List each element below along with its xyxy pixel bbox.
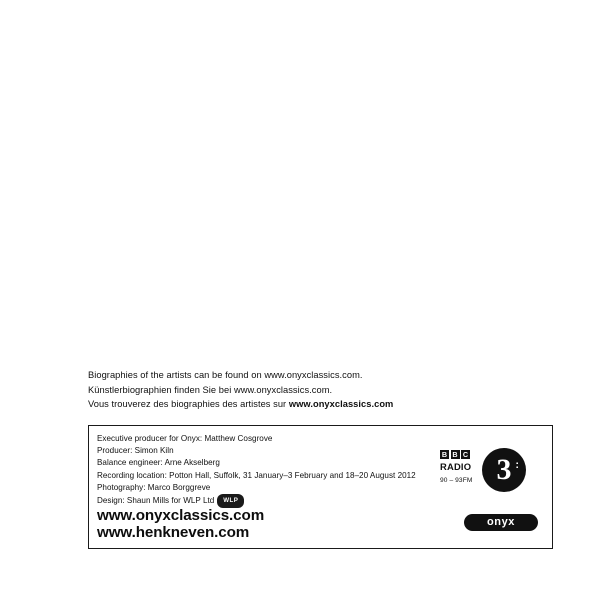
bbc-frequency: 90 – 93FM bbox=[440, 476, 473, 484]
url-block bbox=[97, 508, 264, 541]
credit-balance-engineer: Balance engineer: Arne Akselberg bbox=[97, 458, 220, 468]
credit-executive-producer: Executive producer for Onyx: Matthew Cosgrove bbox=[97, 434, 273, 443]
biographies-line-en: Biographies of the artists can be found on www.onyxclassics.com. bbox=[88, 370, 363, 380]
url-henkneven[interactable]: www.henkneven.com bbox=[97, 523, 250, 541]
biographies-line-fr-text: Vous trouverez des biographies des artistes sur bbox=[88, 399, 289, 410]
url-onyxclassics[interactable]: www.onyxclassics.com bbox=[97, 507, 265, 524]
bbc-channel-dots: : bbox=[515, 459, 519, 471]
bbc-radio3-logo bbox=[440, 450, 540, 484]
biographies-line-fr bbox=[88, 397, 518, 412]
bbc-letter-b1: B bbox=[441, 450, 448, 459]
credits-list bbox=[97, 433, 447, 508]
credit-design-label: Design: Shaun Mills for WLP Ltd bbox=[97, 496, 215, 506]
credit-producer: Producer: Simon Kiln bbox=[97, 446, 174, 456]
biographies-line-de: Künstlerbiographien finden Sie bei www.onyxclassics.com. bbox=[88, 384, 333, 395]
bbc-channel-three-icon bbox=[482, 448, 526, 492]
wlp-logo-badge: WLP bbox=[217, 494, 244, 508]
bbc-letter-b2: B bbox=[452, 450, 458, 459]
biographies-block bbox=[88, 368, 518, 412]
biographies-link-onyxclassics[interactable]: www.onyxclassics.com bbox=[288, 399, 394, 410]
onyx-logo: onyx bbox=[464, 514, 538, 531]
credit-photography: Photography: Marco Borggreve bbox=[97, 482, 211, 492]
credits-box bbox=[88, 425, 553, 549]
bbc-radio-word: RADIO bbox=[440, 460, 472, 472]
bbc-channel-number: 3 bbox=[496, 453, 512, 486]
bbc-letter-c: C bbox=[462, 450, 469, 459]
credit-recording-location: Recording location: Potton Hall, Suffolk, 31 January–3 February and 18–20 August 2012 bbox=[97, 470, 416, 480]
